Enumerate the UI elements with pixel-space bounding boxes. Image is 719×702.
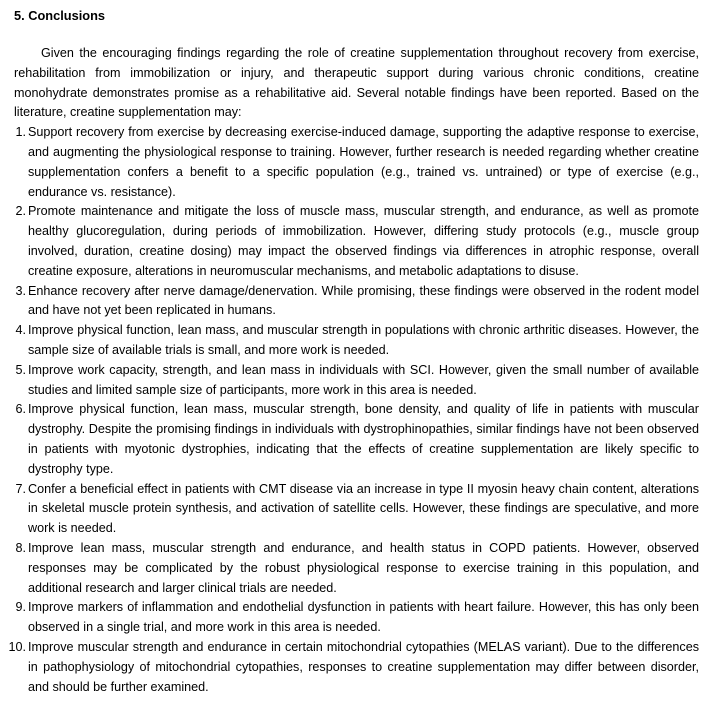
list-item-text: Support recovery from exercise by decreasing exercise-induced damage, supporting the adaptive response to exercise, and augmenting the physiological response to training. However, further research is needed regarding whether creatine supplementation confers a benefit to a specific population (e.g., trained vs. untrained) or type of exercise (e.g., endurance vs. resistance). xyxy=(28,125,699,199)
section-heading: 5. Conclusions xyxy=(14,8,106,23)
list-item-text: Improve physical function, lean mass, and muscular strength in populations with chronic arthritic diseases. However, the sample size of available trials is small, and more work is needed. xyxy=(28,323,699,357)
list-item-number: 9. xyxy=(15,600,26,615)
list-item-number: 2. xyxy=(15,204,26,219)
list-item xyxy=(14,282,699,322)
list-item xyxy=(14,598,699,638)
list-item xyxy=(14,400,699,479)
list-item-number: 6. xyxy=(15,402,26,417)
intro-paragraph: Given the encouraging findings regarding the role of creatine supplementation throughout recovery from exercise, rehabilitation from immobilization or injury, and therapeutic support during various chronic conditions, creatine monohydrate demonstrates promise as a rehabilitative aid. Several notable findings have been reported. Based on the literature, creatine supplementation may: xyxy=(14,46,699,120)
list-item xyxy=(14,202,699,281)
list-item-number: 7. xyxy=(15,481,26,496)
list-item xyxy=(14,321,699,361)
list-item-text: Improve markers of inflammation and endothelial dysfunction in patients with heart failure. However, this has only been observed in a single trial, and more work in this area is needed. xyxy=(28,600,699,635)
list-item-number: 3. xyxy=(15,283,26,298)
conclusions-section xyxy=(8,6,699,697)
list-item xyxy=(8,638,699,697)
list-item-number: 10. xyxy=(8,639,26,654)
list-item xyxy=(14,361,699,401)
list-item-text: Improve muscular strength and endurance in certain mitochondrial cytopathies (MELAS variant). Due to the differences in pathophysiology of mitochondrial cytopathies, responses to creatine supplementation may differ between disorder, and should be further examined. xyxy=(28,639,699,694)
list-item xyxy=(14,123,699,202)
list-item-text: Enhance recovery after nerve damage/denervation. While promising, these findings were observed in the rodent model and have not yet been replicated in humans. xyxy=(28,283,699,318)
list-item-number: 8. xyxy=(15,540,26,555)
list-item-text: Confer a beneficial effect in patients with CMT disease via an increase in type II myosin heavy chain content, alterations in skeletal muscle protein synthesis, and activation of satellite cells. However, these findings are speculative, and more work is needed. xyxy=(28,481,699,536)
list-item xyxy=(14,539,699,598)
list-item-number: 4. xyxy=(15,323,26,338)
list-item-text: Improve physical function, lean mass, muscular strength, bone density, and quality of life in patients with muscular dystrophy. Despite the promising findings in individuals with dystrophinopathies, similar findings have not been observed in patients with myotonic dystrophies, indicating that the effects of creatine supplementation are likely specific to dystrophy type. xyxy=(28,402,699,476)
list-item-text: Promote maintenance and mitigate the loss of muscle mass, muscular strength, and endurance, as well as promote healthy glucoregulation, during periods of immobilization. However, differing study protocols (e.g., muscle group involved, duration, creatine dosing) may impact the observed findings via differences in atrophic response, overall creatine exposure, alterations in neuromuscular mechanisms, and metabolic adaptations to disuse. xyxy=(28,204,699,278)
list-item-text: Improve work capacity, strength, and lean mass in individuals with SCI. However, given the small number of available studies and limited sample size of participants, more work in this area is needed. xyxy=(28,362,699,397)
list-item-number: 5. xyxy=(15,362,26,377)
list-item-number: 1. xyxy=(15,125,26,140)
list-item xyxy=(14,480,699,539)
findings-list xyxy=(8,123,699,697)
list-item-text: Improve lean mass, muscular strength and endurance, and health status in COPD patients. However, observed responses may be complicated by the robust physiological response to exercise training in this population, and additional research and larger clinical trials are needed. xyxy=(28,540,699,595)
